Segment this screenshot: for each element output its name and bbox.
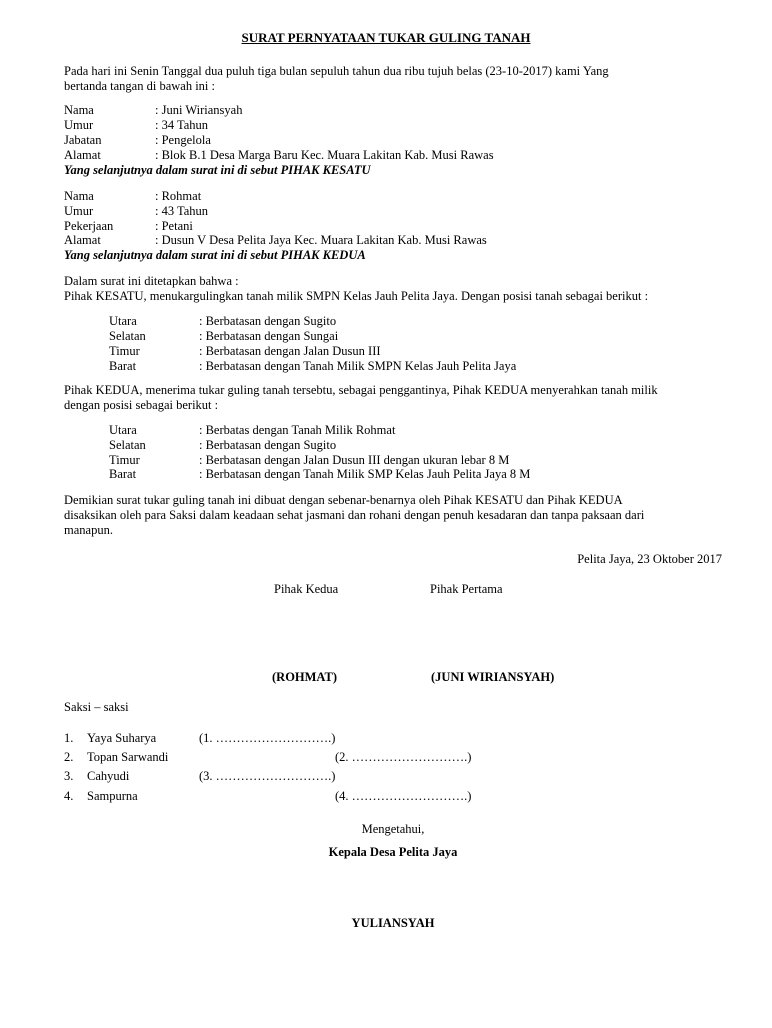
intro-line-1: Pada hari ini Senin Tanggal dua puluh tiga bulan sepuluh tahun dua ribu tujuh belas (23-10-2017) kami Yang	[64, 64, 609, 78]
boundary1-value-east: : Berbatasan dengan Jalan Dusun III	[199, 344, 381, 358]
boundary1-value-west: : Berbatasan dengan Tanah Milik SMPN Kelas Jauh Pelita Jaya	[199, 359, 517, 373]
witness-sign-2: (2. ……………………….)	[335, 750, 472, 764]
sign-left-name: (ROHMAT)	[272, 670, 338, 684]
party1-label-address: Alamat	[64, 148, 101, 162]
boundary2-value-south: : Berbatasan dengan Sugito	[199, 438, 337, 452]
intro-line-2: bertanda tangan di bawah ini :	[64, 79, 215, 93]
party1-value-age: : 34 Tahun	[155, 118, 209, 132]
sign-right-label: Pihak Pertama	[430, 582, 503, 596]
closing-line-2: disaksikan oleh para Saksi dalam keadaan sehat jasmani dan rohani dengan penuh kesadaran dan tanpa paksaan dari	[64, 508, 645, 522]
sign-left-label: Pihak Kedua	[274, 582, 339, 596]
sign-right-name: (JUNI WIRIANSYAH)	[431, 670, 555, 684]
boundary1-value-south: : Berbatasan dengan Sungai	[199, 329, 339, 343]
party1-value-address: : Blok B.1 Desa Marga Baru Kec. Muara Lakitan Kab. Musi Rawas	[155, 148, 494, 162]
boundary1-label-west: Barat	[109, 359, 137, 373]
boundary2-value-north: : Berbatas dengan Tanah Milik Rohmat	[199, 423, 396, 437]
party2-note: Yang selanjutnya dalam surat ini di sebut PIHAK KEDUA	[64, 248, 366, 262]
party2-value-occupation: : Petani	[155, 219, 193, 233]
party1-label-position: Jabatan	[64, 133, 102, 147]
party1-value-position: : Pengelola	[155, 133, 211, 147]
witness-number-4: 4.	[64, 789, 74, 803]
receive-line-2: dengan posisi sebagai berikut :	[64, 398, 219, 412]
witness-name-4: Sampurna	[87, 789, 138, 803]
receive-line-1: Pihak KEDUA, menerima tukar guling tanah tersebtu, sebagai penggantinya, Pihak KEDUA menyerahkan tanah milik	[64, 383, 658, 397]
party2-value-age: : 43 Tahun	[155, 204, 209, 218]
party2-label-occupation: Pekerjaan	[64, 219, 114, 233]
party1-note: Yang selanjutnya dalam surat ini di sebut PIHAK KESATU	[64, 163, 371, 177]
witness-number-3: 3.	[64, 769, 74, 783]
place-date: Pelita Jaya, 23 Oktober 2017	[577, 552, 722, 566]
witness-name-1: Yaya Suharya	[87, 731, 157, 745]
stipulation-line-1: Dalam surat ini ditetapkan bahwa :	[64, 274, 239, 288]
party2-label-age: Umur	[64, 204, 94, 218]
party2-value-address: : Dusun V Desa Pelita Jaya Kec. Muara Lakitan Kab. Musi Rawas	[155, 233, 487, 247]
boundary2-label-west: Barat	[109, 467, 137, 481]
village-head-name: YULIANSYAH	[351, 916, 435, 930]
witness-number-1: 1.	[64, 731, 74, 745]
village-head-title: Kepala Desa Pelita Jaya	[328, 845, 458, 859]
party1-label-name: Nama	[64, 103, 94, 117]
party2-label-name: Nama	[64, 189, 94, 203]
boundary1-label-south: Selatan	[109, 329, 146, 343]
stipulation-line-2: Pihak KESATU, menukargulingkan tanah milik SMPN Kelas Jauh Pelita Jaya. Dengan posisi tanah sebagai berikut :	[64, 289, 649, 303]
witness-sign-3: (3. ……………………….)	[199, 769, 336, 783]
acknowledged-label: Mengetahui,	[361, 822, 425, 836]
closing-line-1: Demikian surat tukar guling tanah ini dibuat dengan sebenar-benarnya oleh Pihak KESATU dan Pihak KEDUA	[64, 493, 623, 507]
witness-sign-4: (4. ……………………….)	[335, 789, 472, 803]
boundary1-label-north: Utara	[109, 314, 137, 328]
party1-value-name: : Juni Wiriansyah	[155, 103, 243, 117]
boundary2-value-west: : Berbatasan dengan Tanah Milik SMP Kelas Jauh Pelita Jaya 8 M	[199, 467, 531, 481]
boundary2-label-east: Timur	[109, 453, 140, 467]
boundary2-label-north: Utara	[109, 423, 137, 437]
boundary2-label-south: Selatan	[109, 438, 146, 452]
party1-label-age: Umur	[64, 118, 94, 132]
boundary2-value-east: : Berbatasan dengan Jalan Dusun III dengan ukuran lebar 8 M	[199, 453, 510, 467]
witness-sign-1: (1. ……………………….)	[199, 731, 336, 745]
party2-label-address: Alamat	[64, 233, 101, 247]
party2-value-name: : Rohmat	[155, 189, 202, 203]
witness-name-3: Cahyudi	[87, 769, 130, 783]
boundary1-label-east: Timur	[109, 344, 140, 358]
witness-heading: Saksi – saksi	[64, 700, 129, 714]
boundary1-value-north: : Berbatasan dengan Sugito	[199, 314, 337, 328]
document-title: SURAT PERNYATAAN TUKAR GULING TANAH	[241, 30, 531, 45]
closing-line-3: manapun.	[64, 523, 113, 537]
witness-number-2: 2.	[64, 750, 74, 764]
witness-name-2: Topan Sarwandi	[87, 750, 169, 764]
